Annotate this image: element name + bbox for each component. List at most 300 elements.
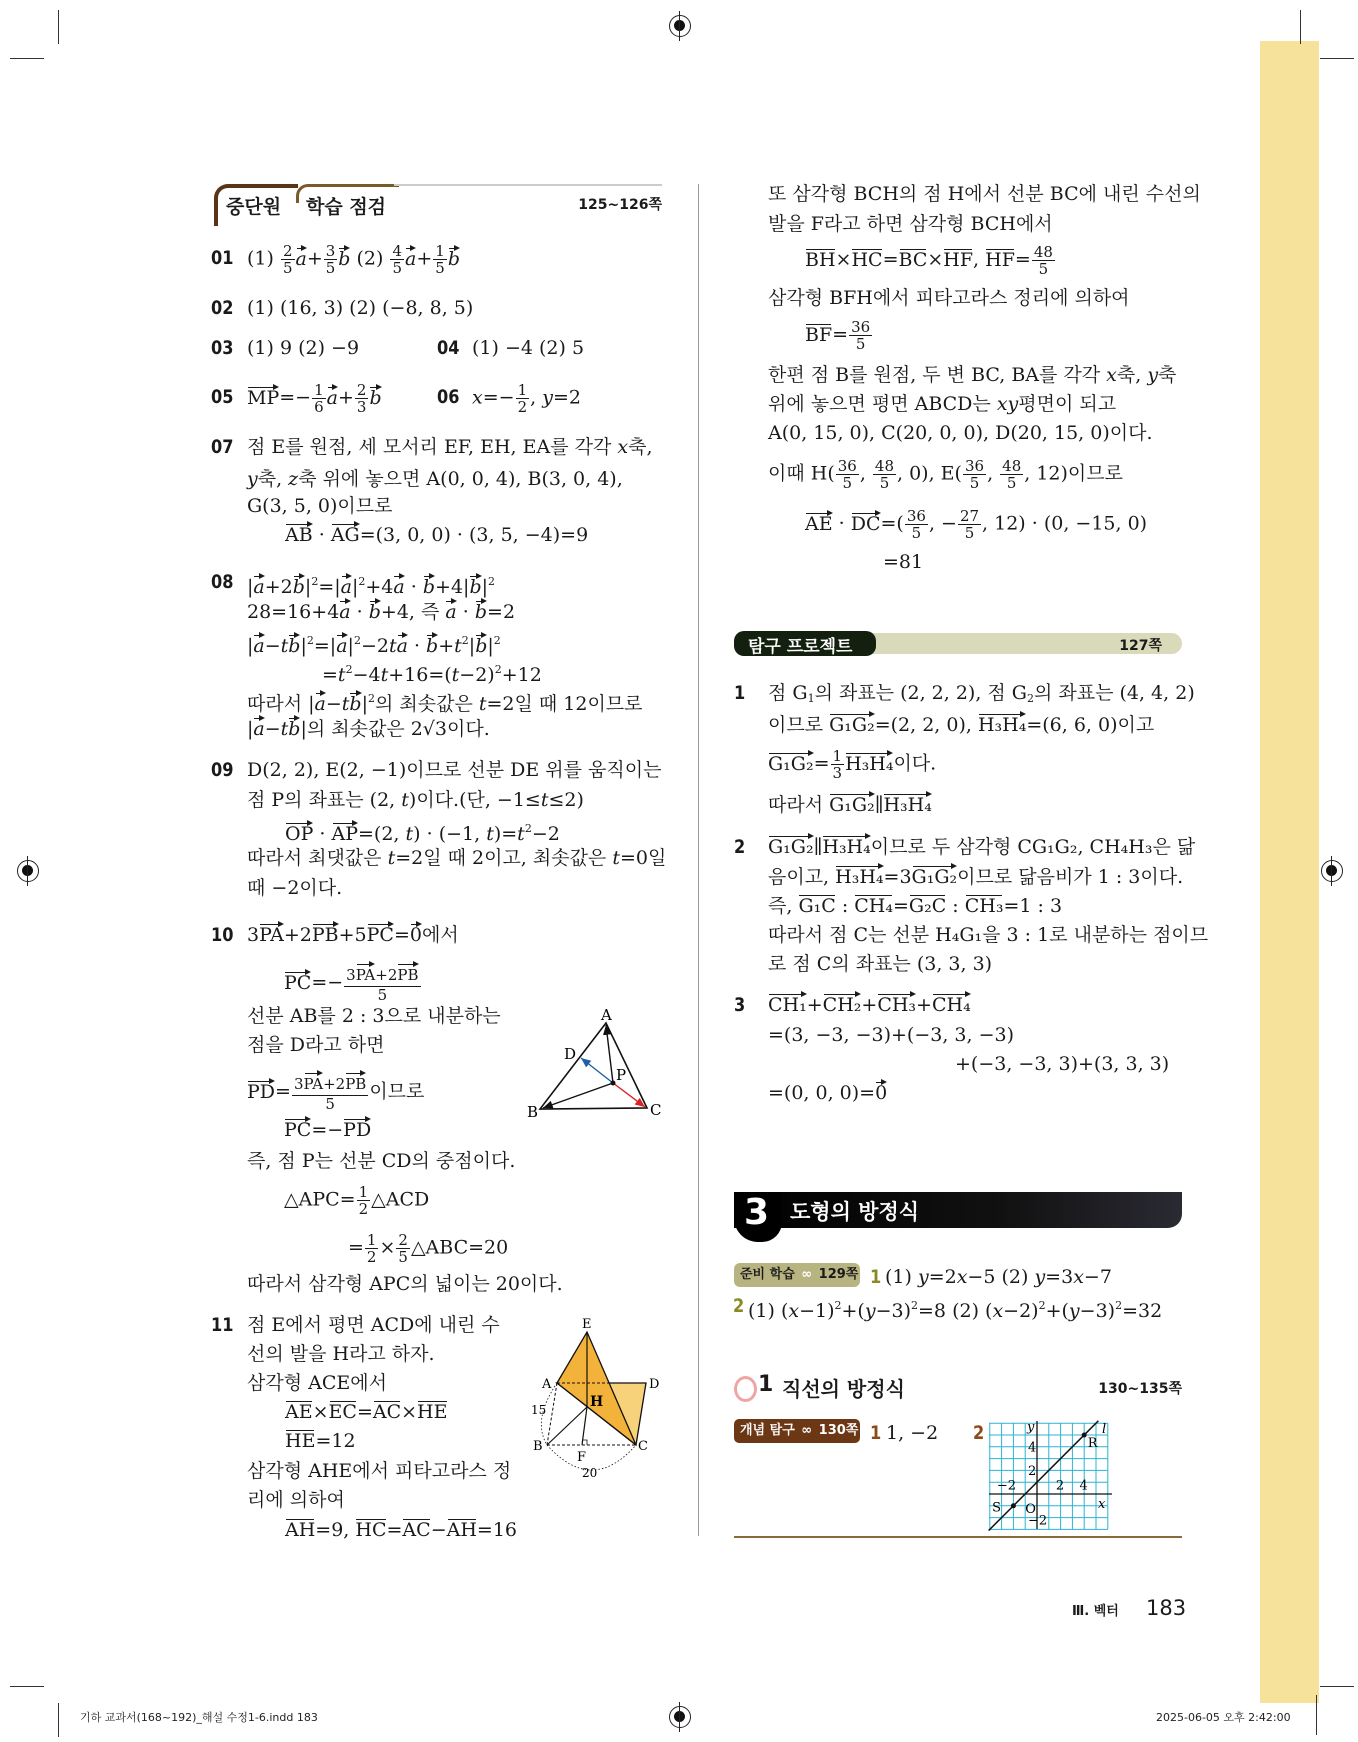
- fraction-numerator: [873, 458, 896, 475]
- vector: b: [469, 576, 482, 598]
- triangle-figure-q10: [520, 1000, 680, 1125]
- superscript: 2: [494, 663, 502, 676]
- answer-line: [247, 1310, 500, 1340]
- fraction: [516, 382, 530, 415]
- variable: x: [617, 436, 629, 458]
- fraction-numerator: [357, 1184, 371, 1201]
- vector: PA: [259, 924, 284, 946]
- math-text: +: [416, 247, 433, 270]
- math-text: =−: [279, 386, 312, 409]
- math-text: :: [946, 895, 965, 917]
- math-text: =(: [880, 512, 904, 535]
- segment: AH: [285, 1519, 316, 1541]
- crop-mark: [1300, 10, 1301, 44]
- math-text: −2: [531, 823, 560, 845]
- vector: a: [336, 635, 348, 657]
- prep-badge-label: 준비 학습: [740, 1267, 795, 1282]
- math-text: 점 E를 원점, 세 모서리 EF, EH, EA를 각각: [247, 436, 618, 458]
- registration-mark-icon: [669, 15, 691, 37]
- vector: a: [253, 635, 265, 657]
- math-text: +(: [1045, 1300, 1069, 1322]
- fraction-denominator: [357, 1201, 371, 1217]
- math-text: 이므로: [768, 714, 830, 736]
- vector: AB: [285, 524, 313, 546]
- math-text: 따라서: [768, 794, 830, 816]
- fraction-numerator: [516, 382, 530, 399]
- segment: HC: [355, 1519, 387, 1541]
- math-text: |: [247, 718, 254, 740]
- fraction: [365, 1232, 379, 1265]
- superscript: 2: [353, 634, 361, 647]
- answer-line: [768, 360, 1176, 390]
- side-color-band: [1260, 41, 1319, 1703]
- math-text: −7: [1083, 1266, 1112, 1288]
- vector: b: [288, 718, 301, 740]
- math-text: =9,: [315, 1519, 356, 1541]
- vector: PD: [343, 1119, 372, 1141]
- answer-line: [247, 1073, 425, 1113]
- subsection-header: [734, 1372, 1182, 1402]
- math-text: 한편 점 B를 원점, 두 변 BC, BA를 각각: [768, 364, 1107, 386]
- fraction-numerator: [1000, 458, 1023, 475]
- header-tag: 중단원: [226, 196, 282, 218]
- superscript: 2: [493, 634, 501, 647]
- fraction-numerator: [344, 964, 420, 987]
- question-number: 3: [734, 994, 746, 1016]
- graph-label: R: [1087, 1435, 1098, 1451]
- vector: a: [405, 247, 417, 270]
- variable: t: [380, 664, 389, 686]
- math-text: 점 E에서 평면 ACD에 내린 수: [247, 1314, 500, 1336]
- superscript: 2: [524, 822, 532, 835]
- header-pages: 125~126쪽: [578, 197, 662, 213]
- fraction-denominator: [390, 260, 404, 276]
- answer-line: [247, 1339, 435, 1369]
- math-text: 점 G: [768, 682, 808, 704]
- answer-line: [247, 293, 473, 323]
- math-text: 48: [874, 457, 895, 475]
- math-text: ,: [987, 462, 1000, 485]
- math-text: |: [300, 635, 307, 657]
- math-text: =: [348, 1236, 364, 1259]
- answer-line: [768, 418, 1153, 448]
- graph-label: 2: [1028, 1464, 1037, 1480]
- answer-line: [247, 1269, 563, 1299]
- math-text: |: [361, 693, 368, 715]
- point-label: D: [564, 1045, 577, 1063]
- question-number: 03: [211, 337, 234, 359]
- vector: G₁G₂: [829, 794, 875, 816]
- math-text: 36: [851, 318, 871, 336]
- math-text: =|: [313, 635, 337, 657]
- math-text: +: [438, 635, 455, 657]
- math-text: −: [325, 693, 342, 715]
- variable: y: [864, 1300, 876, 1322]
- math-text: G(3, 5, 0)이므로: [247, 495, 393, 517]
- fraction-denominator: [281, 260, 295, 276]
- fraction-denominator: [312, 399, 326, 415]
- fraction-numerator: [292, 1073, 368, 1096]
- fraction-numerator: [963, 458, 986, 475]
- link-icon: ∞: [801, 1423, 813, 1438]
- math-text: 즉, 점 P는 선분 CD의 중점이다.: [247, 1150, 516, 1172]
- vector: AG: [330, 524, 360, 546]
- segment: AC: [372, 1401, 402, 1423]
- math-text: −2): [459, 664, 495, 686]
- math-text: 3: [293, 1075, 304, 1093]
- fraction-denominator: [831, 765, 845, 781]
- answer-line: [768, 389, 1116, 419]
- variable: x: [992, 1300, 1004, 1322]
- math-text: 3: [247, 924, 260, 946]
- math-text: =2일 때 2이고, 최솟값은: [395, 847, 613, 869]
- math-text: 5: [282, 259, 293, 277]
- math-text: 4: [392, 242, 403, 260]
- crop-mark: [10, 58, 44, 59]
- answer-number: 1: [870, 1422, 882, 1444]
- math-text: =32: [1122, 1300, 1163, 1322]
- math-text: 의 좌표는 (2, 2, 2), 점 G: [814, 682, 1027, 704]
- math-text: A(0, 15, 0), C(20, 0, 0), D(20, 15, 0)이다.: [768, 422, 1153, 444]
- math-text: +16=(: [388, 664, 452, 686]
- math-text: =16: [476, 1519, 518, 1541]
- math-text: =(2,: [358, 823, 406, 845]
- math-text: ×: [312, 1401, 329, 1423]
- superscript: 2: [461, 634, 469, 647]
- variable: t: [337, 664, 346, 686]
- segment: G₂C: [908, 895, 947, 917]
- math-text: |: [304, 576, 312, 598]
- math-text: +: [861, 994, 878, 1016]
- fraction-denominator: [1032, 261, 1055, 277]
- vector: PA: [303, 1075, 324, 1093]
- vector: H₃H₄: [822, 836, 871, 858]
- variable: t: [612, 847, 620, 869]
- math-text: 5: [325, 259, 336, 277]
- vector: a: [340, 576, 352, 598]
- question-number: 1: [734, 682, 746, 704]
- variable: y: [1034, 1266, 1046, 1288]
- variable: t: [401, 789, 409, 811]
- math-text: +4|: [435, 576, 470, 598]
- math-text: =: [1014, 248, 1031, 271]
- fraction-numerator: [433, 243, 447, 260]
- question-number: 04: [437, 337, 460, 359]
- math-text: 의 좌표는 (4, 4, 2): [1033, 682, 1195, 704]
- graph-label: S: [992, 1500, 1002, 1516]
- vector: CH₁: [768, 994, 807, 1016]
- math-text: 발을 F라고 하면 삼각형 BCH에서: [768, 213, 1053, 235]
- math-text: 2: [356, 381, 367, 399]
- answer-line: [247, 1456, 511, 1486]
- math-text: 36: [906, 507, 926, 525]
- question-number: 06: [437, 386, 460, 408]
- math-text: ·: [456, 601, 475, 623]
- answer-line: [284, 1115, 371, 1145]
- vector: PA: [355, 966, 376, 984]
- math-text: 5: [879, 474, 890, 492]
- math-text: +2: [264, 576, 293, 598]
- math-text: 5: [398, 1248, 408, 1266]
- vector: G₁G₂: [768, 836, 814, 858]
- vector: a: [253, 576, 265, 598]
- math-text: =(3, −3, −3)+(−3, 3, −3): [768, 1024, 1015, 1046]
- fraction-denominator: [963, 475, 986, 491]
- math-text: ·: [407, 635, 427, 657]
- point-label: P: [616, 1066, 627, 1084]
- crop-mark: [58, 1703, 59, 1737]
- variable: t: [451, 664, 460, 686]
- answer-number: 1: [870, 1266, 882, 1288]
- math-text: 삼각형 BFH에서 피타고라스 정리에 의하여: [768, 287, 1130, 309]
- point-label: A: [601, 1006, 612, 1024]
- crop-mark: [10, 1686, 44, 1687]
- math-text: −: [264, 635, 281, 657]
- math-text: 28=16+4: [247, 601, 340, 623]
- math-text: 3: [356, 398, 367, 416]
- concept-badge: [734, 1419, 860, 1443]
- answer-line: [768, 179, 1201, 209]
- math-text: 축 위에 놓으면 A(0, 0, 4), B(3, 0, 4),: [298, 468, 623, 490]
- variable: z: [288, 468, 299, 490]
- vector: b: [426, 635, 439, 657]
- math-text: =|: [318, 576, 341, 598]
- answer-line: [285, 814, 560, 844]
- answer-line: [886, 1418, 938, 1448]
- answer-line: [768, 710, 1154, 740]
- fraction: [312, 382, 326, 415]
- math-text: |: [347, 635, 354, 657]
- fraction-numerator: [836, 458, 859, 475]
- answer-line: [247, 873, 342, 903]
- math-text: 때 −2이다.: [247, 877, 343, 899]
- math-text: (1) (16, 3) (2) (−8, 8, 5): [247, 297, 474, 319]
- crop-mark: [58, 10, 59, 44]
- segment: BC: [898, 248, 928, 271]
- segment: EC: [328, 1401, 357, 1423]
- variable: x: [1106, 364, 1117, 386]
- math-text: |: [247, 576, 254, 598]
- fraction: [836, 458, 859, 491]
- point-label: A: [542, 1377, 552, 1392]
- math-text: =−: [311, 971, 344, 994]
- variable: xy: [996, 393, 1019, 415]
- superscript: 2: [911, 1299, 919, 1312]
- bottom-rule: [734, 1536, 1182, 1538]
- math-text: ≤2): [548, 789, 584, 811]
- fraction-numerator: [324, 243, 338, 260]
- math-text: =: [356, 1401, 373, 1423]
- math-text: 1: [435, 242, 445, 260]
- registration-mark-icon: [1321, 860, 1343, 882]
- answer-line: [768, 678, 1195, 708]
- vector: H₃H₄: [977, 714, 1027, 736]
- vector: b: [447, 247, 460, 270]
- math-text: +(: [841, 1300, 865, 1322]
- math-text: (2): [350, 247, 390, 270]
- point-label: E: [582, 1317, 592, 1332]
- superscript: 2: [358, 575, 366, 588]
- answer-line: [768, 1078, 887, 1108]
- vector: b: [474, 601, 488, 623]
- math-text: 이때 H(: [768, 462, 835, 485]
- vector: PB: [345, 1075, 367, 1093]
- math-text: +: [337, 386, 354, 409]
- fraction: [1000, 458, 1023, 491]
- math-text: ×: [927, 248, 944, 271]
- variable: y: [247, 468, 258, 490]
- superscript: 2: [306, 634, 314, 647]
- math-text: 위에 놓으면 평면 ABCD는: [768, 393, 997, 415]
- subscript: 2: [1026, 692, 1034, 705]
- math-text: 평면이 되고: [1018, 393, 1117, 415]
- section-header: [734, 1192, 1182, 1242]
- math-text: 5: [435, 259, 445, 277]
- math-text: :: [835, 895, 855, 917]
- vector: a: [314, 693, 326, 715]
- variable: x: [956, 1266, 968, 1288]
- variable: t: [280, 718, 289, 740]
- math-text: +(−3, −3, 3)+(3, 3, 3): [955, 1053, 1170, 1075]
- math-text: −1): [799, 1300, 835, 1322]
- math-text: 따라서 삼각형 APC의 넓이는 20이다.: [247, 1273, 563, 1295]
- answer-line: [805, 318, 873, 353]
- answer-line: [348, 1231, 509, 1266]
- answer-line: [247, 626, 501, 656]
- math-text: =−: [482, 386, 515, 409]
- math-text: 3: [325, 242, 336, 260]
- math-text: 48: [1002, 457, 1022, 475]
- variable: t: [517, 823, 525, 845]
- math-text: 5: [1006, 474, 1017, 492]
- math-text: ·: [350, 601, 369, 623]
- page-number: 183: [1146, 1596, 1187, 1620]
- math-text: (1) (: [748, 1300, 789, 1322]
- math-text: 6: [314, 398, 324, 416]
- fraction-denominator: [836, 475, 859, 491]
- answer-line: [247, 381, 382, 416]
- answer-line: [955, 1049, 1169, 1079]
- answer-line: [748, 1291, 1162, 1321]
- math-text: 48: [1033, 243, 1053, 261]
- math-text: =2: [552, 386, 581, 409]
- math-text: 5: [842, 474, 853, 492]
- answer-line: [284, 1183, 430, 1218]
- superscript: 2: [345, 663, 353, 676]
- math-text: 5: [911, 524, 922, 542]
- math-text: ,: [973, 248, 986, 271]
- fraction-numerator: [312, 382, 326, 399]
- fraction: [357, 1184, 371, 1217]
- vector: a: [295, 247, 307, 270]
- length-label: 20: [582, 1466, 598, 1480]
- answer-line: [768, 832, 1195, 862]
- math-text: =: [386, 1519, 403, 1541]
- answer-line: [768, 457, 1123, 492]
- math-text: 1: [314, 381, 324, 399]
- answer-number: 2: [733, 1295, 745, 1317]
- vector: G₁G₂: [911, 866, 958, 888]
- fraction-numerator: [396, 1232, 410, 1249]
- fraction-numerator: [365, 1232, 379, 1249]
- math-text: =1 : 3: [1003, 895, 1063, 917]
- answer-number: 2: [973, 1422, 985, 1444]
- math-text: 5: [969, 474, 980, 492]
- math-text: 점 P의 좌표는 (2,: [247, 789, 402, 811]
- variable: t: [486, 823, 494, 845]
- math-text: =3: [883, 866, 912, 888]
- math-text: 즉,: [768, 895, 799, 917]
- math-text: 5: [964, 524, 975, 542]
- fraction-denominator: [396, 1249, 410, 1265]
- answer-line: [768, 790, 932, 820]
- answer-line: [322, 655, 542, 685]
- vector: b: [288, 635, 301, 657]
- answer-line: [247, 242, 460, 277]
- math-text: =(3, 0, 0) · (3, 5, −4)=9: [359, 524, 589, 546]
- subsection-title: 직선의 방정식: [782, 1377, 905, 1401]
- math-text: 삼각형 AHE에서 피타고라스 정: [247, 1460, 512, 1482]
- answer-line: [247, 1146, 515, 1176]
- math-text: −2: [360, 635, 389, 657]
- math-text: 2: [517, 398, 528, 416]
- graph-label: O: [1025, 1501, 1036, 1517]
- variable: y: [542, 386, 553, 409]
- math-text: ,: [530, 386, 543, 409]
- fraction-numerator: [355, 382, 369, 399]
- math-text: 3: [346, 966, 356, 984]
- math-text: 의 최솟값은: [374, 693, 479, 715]
- section-number: 3: [744, 1192, 770, 1233]
- answer-line: [883, 547, 923, 577]
- answer-line: [247, 1001, 501, 1031]
- math-text: |: [487, 635, 494, 657]
- math-text: ·: [313, 823, 332, 845]
- math-text: △ABC=20: [410, 1236, 509, 1259]
- math-text: 2: [366, 1248, 377, 1266]
- math-text: 선분 AB를 2 : 3으로 내분하는: [247, 1005, 501, 1027]
- math-text: =2: [487, 601, 516, 623]
- answer-line: [247, 1030, 384, 1060]
- vector: a: [339, 601, 351, 623]
- fraction-denominator: [516, 399, 530, 415]
- fraction-numerator: [1032, 244, 1055, 261]
- answer-line: [285, 1397, 448, 1427]
- math-text: |: [351, 576, 359, 598]
- fraction-denominator: [365, 1249, 379, 1265]
- vector: b: [369, 386, 382, 409]
- math-text: |의 최솟값은 2√3이다.: [300, 718, 490, 740]
- variable: x: [472, 386, 483, 409]
- math-text: +12: [501, 664, 542, 686]
- column-divider: [698, 184, 699, 1536]
- concept-badge-pages: 130쪽: [818, 1423, 859, 1438]
- segment: BF: [805, 323, 833, 346]
- project-header: [734, 631, 1182, 656]
- math-text: 36: [964, 457, 985, 475]
- math-text: 이므로 닮음비가 1 : 3이다.: [957, 866, 1184, 888]
- point-label: B: [533, 1439, 543, 1454]
- variable: t: [454, 635, 462, 657]
- fraction: [344, 964, 420, 1003]
- question-number: 05: [211, 386, 234, 408]
- registration-mark-icon: [669, 1706, 691, 1728]
- answer-line: [247, 597, 515, 627]
- vector: b: [349, 693, 362, 715]
- answer-line: [285, 1426, 356, 1456]
- math-text: (1) 9 (2) −9: [247, 337, 360, 359]
- answer-line: [247, 567, 495, 597]
